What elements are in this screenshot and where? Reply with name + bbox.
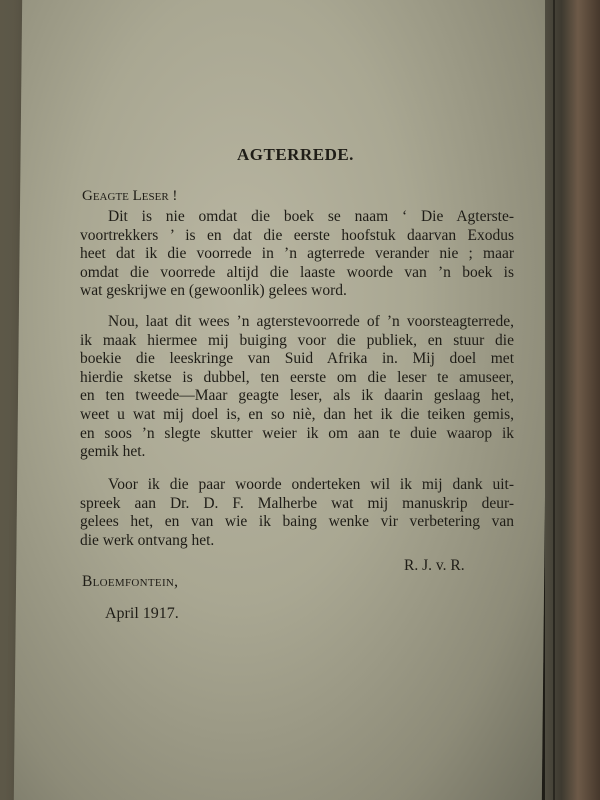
text-line: en soos ’n slegte skutter weier ik om aan te duie waarop ik (80, 424, 514, 442)
text-line: die werk ontvang het. (80, 531, 215, 549)
text-line: heet dat ik die voorrede in ’n agterrede verander nie ; maar (80, 245, 514, 263)
text-line: wat geskrijwe en (gewoonlik) gelees word. (80, 282, 347, 300)
text-line: ik maak hiermee mij buiging voor die publiek, en stuur die (80, 331, 514, 349)
paragraph-3 (80, 476, 514, 550)
text-line: spreek aan Dr. D. F. Malherbe wat mij manuskrip deur- (80, 494, 514, 512)
text-line: weet u wat mij doel is, en so niè, dan het ik die teiken gemis, (80, 405, 514, 423)
text-line: hierdie sketse is dubbel, ten eerste om die leser te amuseer, (80, 368, 514, 386)
date-line: April 1917. (105, 605, 179, 622)
text-line: Nou, laat dit wees ’n agterstevoorrede of ’n voorsteagterrede, (108, 313, 514, 330)
page-heading: AGTERREDE. (237, 145, 354, 164)
text-line: gelees het, en van wie ik baing wenke vir verbetering van (80, 513, 514, 531)
text-line: gemik het. (80, 443, 146, 461)
paragraph-1 (80, 208, 514, 301)
salutation: Geagte Leser ! (82, 188, 178, 204)
author-initials: R. J. v. R. (404, 557, 465, 574)
place-name: Bloemfontein, (82, 573, 179, 590)
text-line: voortrekkers ’ is en dat die eerste hoofstuk daarvan Exodus (80, 226, 514, 244)
text-line: omdat die voorrede altijd die laaste woorde van ’n boek is (80, 263, 514, 281)
text-line: boekie die leeskringe van Suid Afrika in. Mij doel met (80, 350, 514, 368)
text-line: en ten tweede—Maar geagte leser, als ik daarin geslaag het, (80, 387, 514, 405)
paragraph-2 (80, 313, 514, 462)
text-line: Dit is nie omdat die boek se naam ‘ Die Agterste- (108, 208, 514, 225)
text-line: Voor ik die paar woorde onderteken wil ik mij dank uit- (108, 476, 514, 493)
